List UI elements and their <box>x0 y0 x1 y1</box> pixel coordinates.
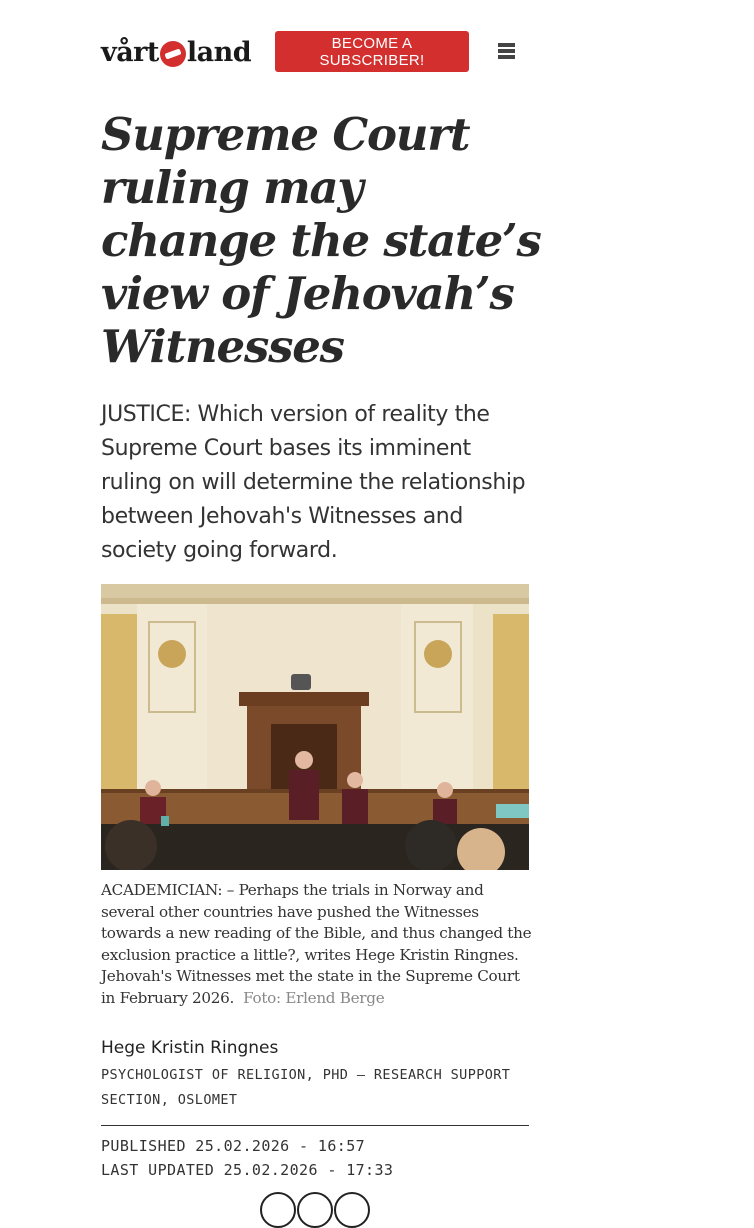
share-button-twitter[interactable] <box>297 1192 333 1228</box>
hamburger-icon[interactable] <box>497 42 517 62</box>
logo-text-right: land <box>186 36 252 68</box>
author-name[interactable]: Hege Kristin Ringnes <box>101 1038 279 1058</box>
author-role: PSYCHOLOGIST OF RELIGION, PHD – RESEARCH SUPPORT SECTION, OSLOMET <box>101 1067 511 1108</box>
article-lead: JUSTICE: Which version of reality the Supreme Court bases its imminent ruling on will determine the relationship between Jehovah's Witnesses and society going forward. <box>101 402 526 563</box>
logo-text-left: vårt <box>101 36 159 68</box>
caption-text: ACADEMICIAN: – Perhaps the trials in Norway and several other countries have pushed the Witnesses towards a new reading of the Bible, and thus changed the exclusion practice a little?, writes Hege Kristin Ringnes. Jehovah's Witnesses met the state in the Supreme Court in February 2026. <box>101 881 532 1007</box>
site-logo[interactable] <box>101 34 251 70</box>
courtroom-photo-illustration <box>101 584 529 870</box>
share-button-facebook[interactable] <box>260 1192 296 1228</box>
share-button-email[interactable] <box>334 1192 370 1228</box>
article-photo[interactable] <box>101 584 529 870</box>
subscribe-button[interactable]: BECOME A SUBSCRIBER! <box>275 31 469 72</box>
photo-caption <box>101 880 533 1009</box>
article-headline: Supreme Court ruling may change the state’s view of Jehovah’s Witnesses <box>101 108 541 373</box>
published-timestamp: PUBLISHED 25.02.2026 - 16:57 <box>101 1137 366 1155</box>
photo-credit: Foto: Erlend Berge <box>243 988 385 1007</box>
updated-timestamp: LAST UPDATED 25.02.2026 - 17:33 <box>101 1161 394 1179</box>
logo-ring-icon <box>160 41 186 67</box>
divider <box>101 1125 529 1126</box>
